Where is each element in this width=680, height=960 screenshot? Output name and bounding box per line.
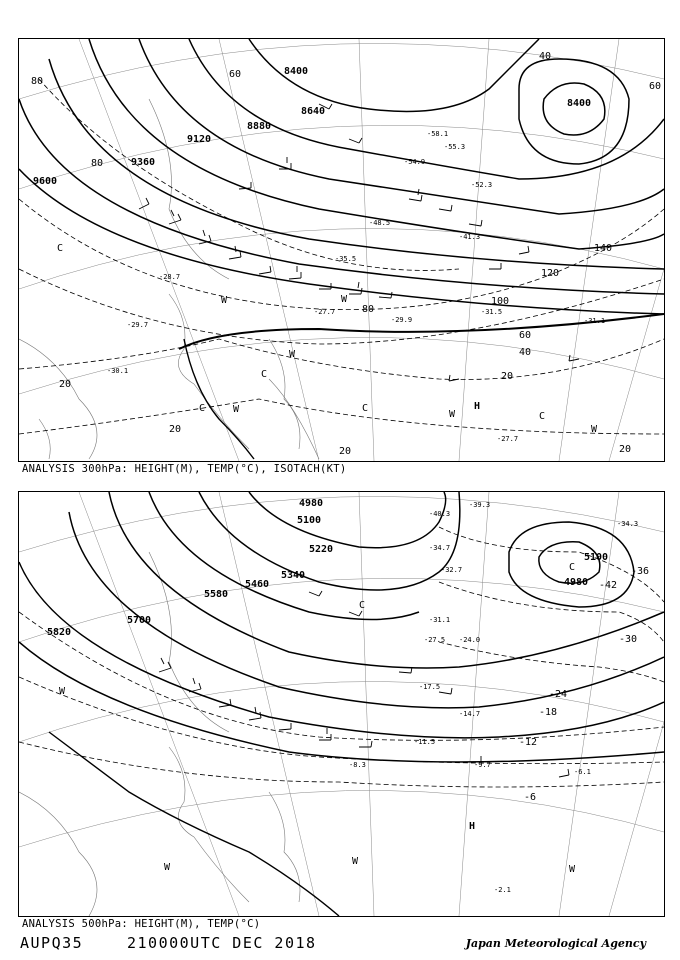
isotherm-label: -24 [549,689,568,700]
high-marker: H [474,401,481,412]
cold-marker: C [539,411,546,422]
warm-marker: W [352,856,359,867]
isotach-label: 20 [501,371,514,382]
isotach-label: 60 [229,69,242,80]
cold-marker: C [569,562,576,573]
isotherm-label: -30 [619,634,638,645]
chart-code: AUPQ35 [20,934,84,952]
temp-label: -27.5 [424,636,446,644]
temp-label: -31.1 [584,317,606,325]
caption-300hpa: ANALYSIS 300hPa: HEIGHT(M), TEMP(°C), ISOTACH(KT) [22,463,347,475]
isotach-label: 80 [31,76,44,87]
isotach-label: 20 [59,379,72,390]
temp-label: -17.5 [419,683,441,691]
temp-label: -6.1 [574,768,591,776]
temp-label: -9.7 [474,761,491,769]
temp-label: -40.3 [429,510,451,518]
temp-label: -52.3 [471,181,493,189]
temp-labels [107,130,605,443]
temp-label: -30.1 [107,367,129,375]
height-contours [19,39,664,314]
height-label: 9600 [33,176,58,187]
height-label: 8400 [284,66,309,77]
warm-marker: W [341,294,348,305]
warm-marker: W [221,295,228,306]
warm-marker: W [233,404,240,415]
analysis-time: 210000UTC DEC 2018 [127,934,317,952]
temp-label: -34.7 [429,544,451,552]
temp-label: -28.7 [159,273,181,281]
cold-marker: C [57,243,64,254]
height-contours [19,492,664,762]
isotach-label: 100 [491,296,510,307]
isotach-label: 40 [539,51,552,62]
height-label: 5220 [309,544,334,555]
height-label: 5820 [47,627,72,638]
height-label: 5580 [204,589,229,600]
temp-label: -11.5 [414,738,436,746]
warm-marker: W [449,409,456,420]
height-label: 4980 [564,577,589,588]
isotherm-label: -6 [524,792,537,803]
high-marker: H [469,821,476,832]
temp-label: -39.3 [469,501,491,509]
height-labels [47,498,608,638]
warm-marker: W [164,862,171,873]
isotherm-label: -12 [519,737,538,748]
height-label: 4980 [299,498,324,509]
warm-marker: W [591,424,598,435]
temp-label: -29.9 [391,316,413,324]
cold-marker: C [261,369,268,380]
temp-label: -35.5 [335,255,357,263]
isotach-label: 120 [541,268,560,279]
isotach-label: 80 [362,304,375,315]
temp-label: -34.3 [617,520,639,528]
temp-label: -24.0 [459,636,481,644]
isotach-label: 80 [91,158,104,169]
warm-marker: W [569,864,576,875]
pressure-markers [57,243,598,435]
height-label: 5340 [281,570,306,581]
latlon-grid [19,492,664,916]
isotherm-label: -36 [631,566,650,577]
isotach-label: 140 [594,243,613,254]
temp-label: -48.5 [369,219,391,227]
isotach-label: 20 [339,446,352,457]
isotach-label: 40 [519,347,532,358]
temp-label: -31.1 [429,616,451,624]
temp-label: -41.3 [459,233,481,241]
temp-label: -14.7 [459,710,481,718]
temp-label: -55.3 [444,143,466,151]
temp-label: -32.7 [441,566,463,574]
cold-marker: C [362,403,369,414]
map-300hpa [18,38,665,462]
map-300hpa-canvas [19,39,664,461]
height-label: 5100 [584,552,609,563]
temp-label: -29.7 [127,321,149,329]
map-500hpa-canvas [19,492,664,916]
height-label: 8880 [247,121,272,132]
temp-label: -27.7 [314,308,336,316]
coastlines [19,552,300,916]
cold-marker: C [359,600,366,611]
height-labels [33,66,591,187]
temp-label: -8.3 [349,761,366,769]
temp-label: -31.5 [481,308,503,316]
isotach-label: 60 [649,81,662,92]
trough-line [184,339,254,459]
warm-marker: W [289,349,296,360]
agency-name: Japan Meteorological Agency [465,937,646,950]
map-500hpa [18,491,665,917]
trough-line [49,732,339,916]
height-label: 9120 [187,134,212,145]
isotherm-label: -42 [599,580,618,591]
isotach-label: 60 [519,330,532,341]
height-label: 8400 [567,98,592,109]
caption-500hpa: ANALYSIS 500hPa: HEIGHT(M), TEMP(°C) [22,918,261,930]
height-label: 5700 [127,615,152,626]
height-label: 5460 [245,579,270,590]
warm-marker: W [59,686,66,697]
isotherm-label: -18 [539,707,558,718]
temp-label: -27.7 [497,435,519,443]
pressure-markers [59,562,576,875]
temp-label: -54.9 [404,158,426,166]
temp-label: -2.1 [494,886,511,894]
height-label: 8640 [301,106,326,117]
isotach-label: 20 [619,444,632,455]
height-label: 9360 [131,157,156,168]
isotach-label: 20 [169,424,182,435]
height-label: 5100 [297,515,322,526]
temp-label: -58.1 [427,130,449,138]
cold-marker: C [199,403,206,414]
isotach-labels [31,51,661,457]
